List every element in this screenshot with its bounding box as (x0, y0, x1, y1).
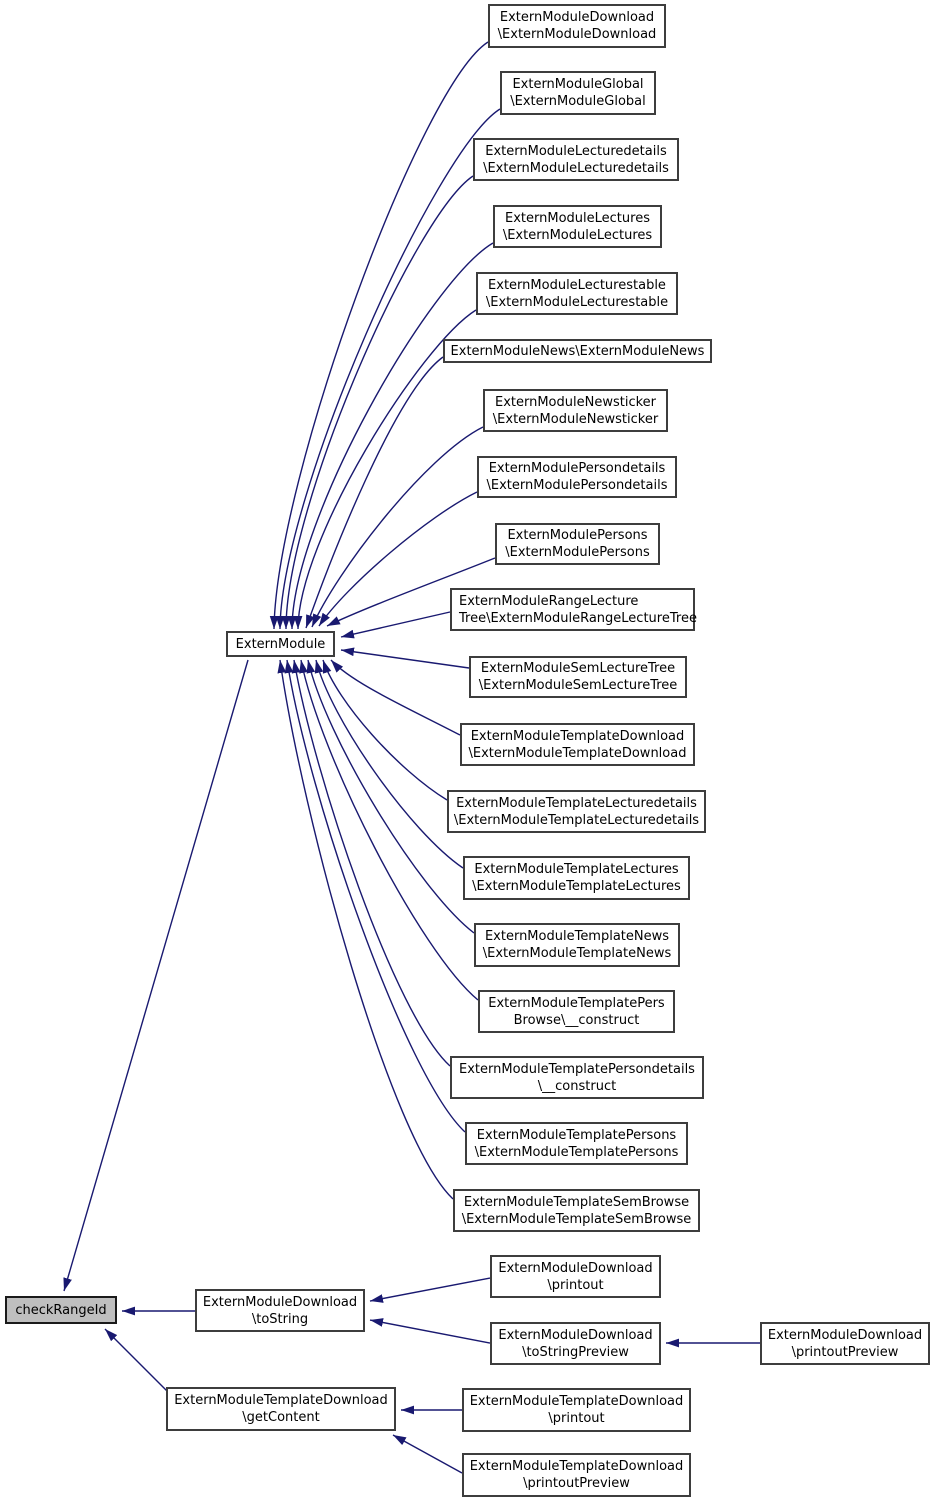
edge-extern-module-to-check-range-id (64, 660, 248, 1291)
edge-template-download-printout-preview-to-template-download-get-content (393, 1435, 462, 1473)
graph-node-extern-module-lecturestable-ctor[interactable] (476, 272, 678, 315)
node-label-line: \ExternModuleLectures (502, 227, 653, 243)
node-label-line: \printout (548, 1411, 605, 1426)
node-label-line: \toString (251, 1311, 309, 1327)
node-label-line: \ExternModuleTemplateLectures (472, 879, 681, 894)
graph-node-template-download-printout[interactable] (462, 1388, 691, 1432)
node-label-line: \ExternModulePersons (505, 545, 650, 560)
edge-download-to-string-preview-to-download-to-string (370, 1320, 490, 1343)
node-label-line: ExternModuleDownload (202, 1294, 358, 1310)
node-label-line: \__construct (537, 1078, 617, 1094)
node-label-line: \printoutPreview (791, 1344, 899, 1360)
node-label-line: ExternModuleLectures (505, 210, 650, 226)
node-label-line: \ExternModuleDownload (497, 27, 657, 42)
graph-node-extern-module-template-lecturedetails-ctor[interactable] (447, 790, 706, 833)
node-label-line: ExternModuleTemplateLecturedetails (456, 795, 697, 811)
graph-node-extern-module[interactable] (226, 631, 335, 657)
graph-node-extern-module-range-lecture-tree-ctor[interactable] (450, 588, 695, 631)
node-label-line: ExternModuleDownload (499, 10, 655, 25)
node-label-line: \ExternModuleTemplateLecturedetails (453, 812, 700, 828)
graph-node-download-printout[interactable] (490, 1255, 661, 1298)
edge-extern-module-sem-lecture-tree-ctor-to-extern-module (341, 650, 469, 668)
node-label-line: ExternModuleTemplateSemBrowse (463, 1194, 690, 1210)
graph-node-extern-module-template-sem-browse-ctor[interactable] (453, 1189, 700, 1232)
edge-extern-module-template-download-ctor-to-extern-module (331, 660, 460, 735)
node-label-line: \ExternModuleSemLectureTree (478, 678, 678, 693)
graph-node-download-printout-preview[interactable] (760, 1322, 930, 1365)
node-label-line: ExternModuleTemplatePersondetails (459, 1061, 695, 1077)
graph-node-extern-module-persons-ctor[interactable] (495, 523, 660, 565)
graph-node-extern-module-persondetails-ctor[interactable] (477, 456, 677, 498)
node-label-line: \ExternModuleLecturestable (485, 294, 669, 310)
node-label-line: \getContent (242, 1410, 320, 1425)
edge-template-download-get-content-to-check-range-id (105, 1329, 168, 1392)
edge-extern-module-global-ctor-to-extern-module (280, 109, 500, 629)
node-label-line: \toStringPreview (522, 1344, 629, 1360)
node-label-line: \ExternModuleTemplateSemBrowse (461, 1211, 692, 1227)
graph-node-download-to-string[interactable] (195, 1289, 365, 1332)
node-label-line: ExternModuleGlobal (512, 77, 644, 92)
node-label-line: ExternModuleTemplateDownload (469, 1394, 684, 1409)
graph-node-extern-module-sem-lecture-tree-ctor[interactable] (469, 656, 687, 698)
graph-node-extern-module-newsticker-ctor[interactable] (483, 389, 668, 432)
node-label-line: \ExternModuleTemplatePersons (474, 1144, 679, 1160)
node-label-line: ExternModuleTemplateDownload (470, 728, 685, 744)
graph-node-extern-module-template-persondetails-construct[interactable] (450, 1056, 704, 1099)
node-label-line: ExternModuleTemplatePersons (476, 1127, 677, 1143)
node-label-line: ExternModuleTemplateDownload (174, 1393, 388, 1408)
node-label-line: \printout (547, 1277, 604, 1293)
graph-node-extern-module-lectures-ctor[interactable] (493, 205, 662, 248)
node-label-line: \printoutPreview (523, 1476, 630, 1491)
node-label-line: ExternModuleDownload (767, 1327, 923, 1343)
node-label-line: Browse\__construct (513, 1012, 640, 1028)
graph-node-extern-module-global-ctor[interactable] (500, 71, 656, 115)
edge-extern-module-range-lecture-tree-ctor-to-extern-module (341, 612, 450, 637)
node-label-line: ExternModulePersondetails (488, 461, 666, 476)
node-label-line: ExternModuleSemLectureTree (480, 661, 676, 676)
graph-node-extern-module-template-lectures-ctor[interactable] (463, 856, 690, 900)
node-label-line: ExternModuleTemplateNews (484, 929, 670, 944)
node-label-line: \ExternModuleNewsticker (492, 411, 659, 427)
edge-extern-module-template-persondetails-construct-to-extern-module (294, 660, 450, 1066)
node-label-line: ExternModule (235, 636, 326, 652)
edge-extern-module-template-persons-ctor-to-extern-module (287, 660, 465, 1132)
graph-node-extern-module-template-persons-ctor[interactable] (465, 1122, 688, 1165)
node-label-line: ExternModuleDownload (498, 1327, 653, 1343)
node-label-line: ExternModuleRangeLecture (459, 593, 639, 609)
graph-node-extern-module-template-download-ctor[interactable] (460, 723, 695, 766)
node-label-line: checkRangeId (15, 1302, 107, 1318)
node-label-line: \ExternModuleGlobal (510, 94, 646, 109)
node-label-line: \ExternModulePersondetails (486, 478, 668, 493)
node-label-line: ExternModuleTemplateLectures (474, 862, 679, 877)
node-label-line: \ExternModuleLecturedetails (483, 160, 669, 176)
node-label-line: ExternModuleLecturestable (488, 277, 666, 293)
node-label-line: ExternModulePersons (507, 528, 648, 543)
node-label-line: ExternModuleNewsticker (494, 394, 657, 410)
node-label-line: ExternModuleNews\ExternModuleNews (450, 343, 705, 359)
graph-node-check-range-id (5, 1296, 117, 1324)
graph-node-extern-module-download-ctor[interactable] (488, 4, 666, 48)
edge-extern-module-download-ctor-to-extern-module (274, 42, 488, 629)
graph-node-extern-module-lecturedetails-ctor[interactable] (473, 138, 679, 181)
graph-node-extern-module-news-ctor[interactable] (443, 339, 712, 363)
edge-download-printout-to-download-to-string (370, 1278, 490, 1301)
node-label-line: ExternModuleLecturedetails (485, 143, 667, 159)
graph-node-extern-module-template-news-ctor[interactable] (474, 923, 680, 967)
graph-node-extern-module-template-pers-browse-construct[interactable] (478, 990, 675, 1033)
node-label-line: ExternModuleTemplateDownload (469, 1459, 684, 1474)
edge-extern-module-template-sem-browse-ctor-to-extern-module (280, 660, 453, 1199)
graph-node-template-download-printout-preview[interactable] (462, 1453, 691, 1497)
node-label-line: \ExternModuleTemplateNews (482, 946, 672, 961)
graph-node-download-to-string-preview[interactable] (490, 1322, 661, 1365)
node-label-line: ExternModuleTemplatePers (488, 995, 665, 1011)
node-label-line: Tree\ExternModuleRangeLectureTree (459, 610, 697, 626)
node-label-line: \ExternModuleTemplateDownload (468, 745, 687, 761)
node-label-line: ExternModuleDownload (498, 1260, 653, 1276)
graph-node-template-download-get-content[interactable] (166, 1387, 396, 1431)
